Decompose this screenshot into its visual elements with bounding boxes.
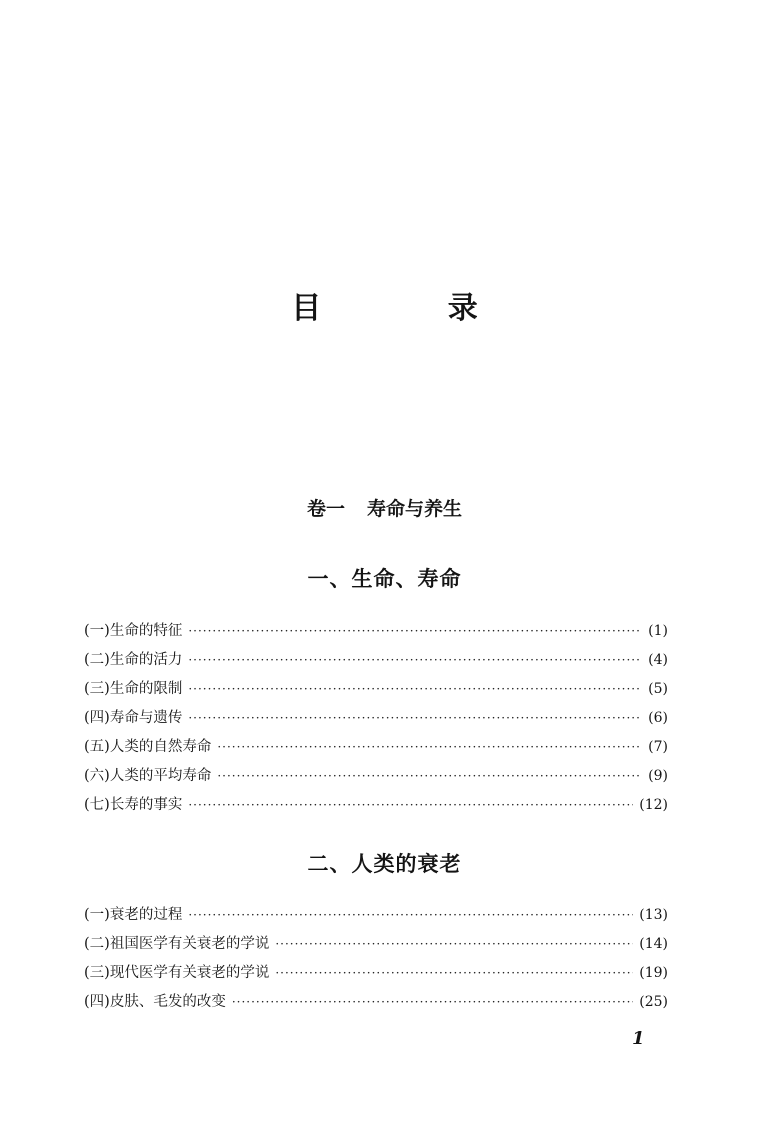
- toc-entry-label: (一)衰老的过程: [84, 907, 183, 923]
- section-heading-2: 二、人类的衰老: [307, 851, 462, 876]
- toc-entry[interactable]: [84, 932, 668, 961]
- dot-leader: [188, 798, 633, 812]
- toc-list-section-1: [84, 619, 668, 822]
- toc-entry-label: (二)生命的活力: [84, 652, 183, 668]
- toc-entry[interactable]: [84, 764, 668, 793]
- page-number: 1: [632, 1028, 645, 1049]
- toc-entry[interactable]: [84, 735, 668, 764]
- dot-leader: [275, 937, 633, 951]
- toc-list-section-2: [84, 903, 668, 1019]
- dot-leader: [217, 740, 642, 754]
- toc-entry-page: (1): [648, 623, 668, 639]
- toc-entry[interactable]: [84, 961, 668, 990]
- volume-name: 寿命与养生: [367, 498, 463, 520]
- toc-entry-label: (五)人类的自然寿命: [84, 739, 212, 755]
- toc-entry-label: (四)寿命与遗传: [84, 710, 183, 726]
- dot-leader: [232, 995, 633, 1009]
- toc-entry[interactable]: [84, 619, 668, 648]
- section-heading-1: 一、生命、寿命: [307, 566, 462, 591]
- toc-entry-page: (12): [639, 797, 668, 813]
- toc-entry-label: (六)人类的平均寿命: [84, 768, 212, 784]
- volume-heading: [0, 494, 769, 521]
- toc-entry-page: (4): [648, 652, 668, 668]
- toc-entry[interactable]: [84, 793, 668, 822]
- toc-entry-page: (9): [648, 768, 668, 784]
- toc-entry-label: (三)生命的限制: [84, 681, 183, 697]
- toc-entry-label: (一)生命的特征: [84, 623, 183, 639]
- toc-entry[interactable]: [84, 706, 668, 735]
- toc-entry-page: (25): [639, 994, 668, 1010]
- dot-leader: [275, 966, 633, 980]
- dot-leader: [188, 624, 642, 638]
- page-title: 目 录: [291, 291, 536, 326]
- toc-entry-page: (7): [648, 739, 668, 755]
- toc-entry-page: (19): [639, 965, 668, 981]
- toc-entry-page: (13): [639, 907, 668, 923]
- dot-leader: [188, 682, 642, 696]
- toc-entry-page: (14): [639, 936, 668, 952]
- toc-entry-page: (6): [648, 710, 668, 726]
- toc-entry-label: (二)祖国医学有关衰老的学说: [84, 936, 270, 952]
- toc-entry[interactable]: [84, 677, 668, 706]
- dot-leader: [188, 711, 642, 725]
- toc-entry-label: (七)长寿的事实: [84, 797, 183, 813]
- dot-leader: [188, 653, 642, 667]
- dot-leader: [217, 769, 642, 783]
- toc-entry[interactable]: [84, 903, 668, 932]
- toc-entry-label: (三)现代医学有关衰老的学说: [84, 965, 270, 981]
- dot-leader: [188, 908, 633, 922]
- toc-entry-page: (5): [648, 681, 668, 697]
- toc-entry-label: (四)皮肤、毛发的改变: [84, 994, 226, 1010]
- toc-entry[interactable]: [84, 990, 668, 1019]
- volume-number: 卷一: [306, 498, 345, 520]
- toc-entry[interactable]: [84, 648, 668, 677]
